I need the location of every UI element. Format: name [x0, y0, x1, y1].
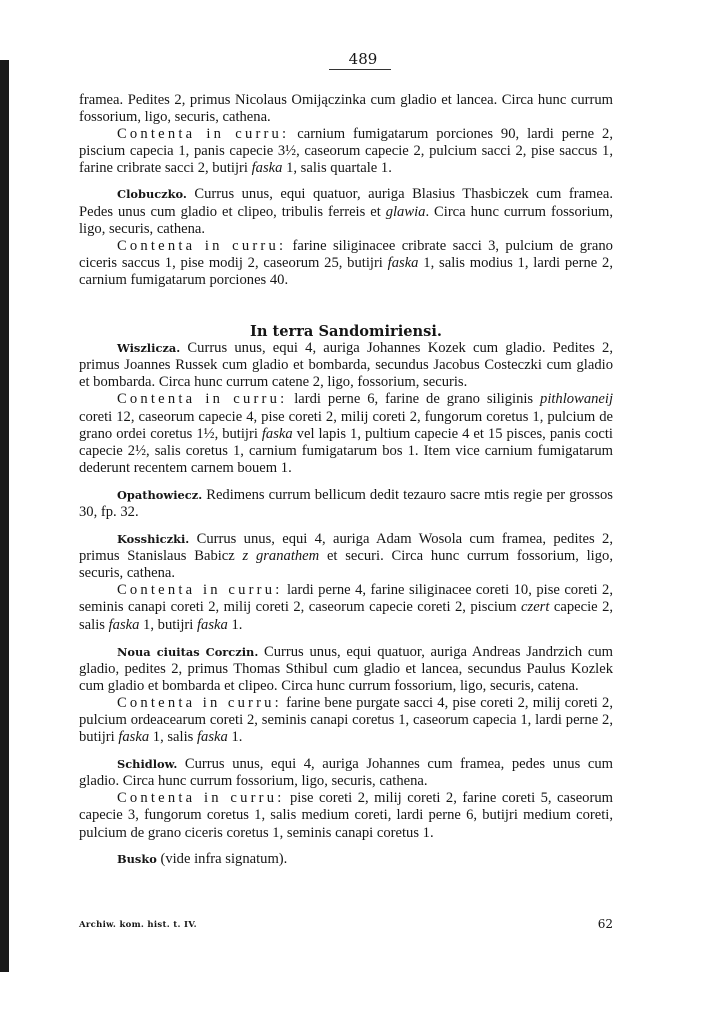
section-heading: In terra Sandomiriensi. [250, 323, 442, 341]
entry-noua-ciuitas-corczin: Noua ciuitas Corczin. Currus unus, equi quatuor, auriga Andreas Jandrzich cum gladio, pedites 2, primus Thomas Sthibul cum gladio et lancea, secundus Paulus Kozlek cum gladio et bombarda et clipeo. Circa hunc currum fossorium, ligo, securis, catena. [79, 643, 613, 694]
entry-opathowiecz: Opathowiecz. Redimens currum bellicum dedit tezauro sacre mtis regie per grossos 30, fp. 32. [79, 486, 613, 520]
entry-name: Wiszlicza. [117, 341, 181, 356]
footer-signature: Archiw. kom. hist. t. IV. [79, 920, 197, 930]
scan-edge-bar [0, 60, 9, 972]
entry-wiszlicza: Wiszlicza. Currus unus, equi 4, auriga Johannes Kozek cum gladio. Pedites 2, primus Joannes Russek cum gladio et bombarda, secundus Jacobus Costeczki cum gladio et bombarda. Circa hunc currum catene 2, ligo, fossorium, securis. [79, 340, 613, 391]
page-number: 489 [0, 50, 720, 70]
entry-busko: Busko (vide infra signatum). [117, 850, 288, 867]
contents-paragraph-wiszlicza: Contenta in curru: lardi perne 6, farine de grano siliginis pithlowaneij coreti 12, caseorum capecie 4, pise coreti 2, milij coreti 2, fungorum coretus 1, pulcium de grano ordei coretus 1½, butijri faska vel lapis 1, pultium capecie 4 et 15 pisces, panis cocti capecie 2½, salis coretus 1, carnium fumigatarum bos 1. Item vice carnium fumigatarum dederunt recentem carnem bouem 1. [79, 391, 613, 476]
contents-paragraph-clobuczko: Contenta in curru: farine siliginacee cribrate sacci 3, pulcium de grano ciceris saccus 1, pise modij 2, caseorum 25, butijri faska 1, salis modius 1, lardi perne 2, carnium fumigatarum porciones 40. [79, 237, 613, 288]
entry-kosshiczki: Kosshiczki. Currus unus, equi 4, auriga Adam Wosola cum framea, pedites 2, primus Stanislaus Babicz z granathem et securi. Circa hunc currum fossorium, ligo, securis, cathena. [79, 531, 613, 582]
entry-schidlow: Schidlow. Currus unus, equi 4, auriga Johannes cum framea, pedes unus cum gladio. Circa hunc currum fossorium, ligo, securis, cathena. [79, 756, 613, 790]
page-footer [79, 917, 613, 936]
contents-paragraph-corczin: Contenta in curru: farine bene purgate sacci 4, pise coreti 2, milij coreti 2, pulcium ordeacearum coreti 2, seminis canapi coretus 1, caseorum capecia 1, lardi perne 2, butijri faska 1, salis faska 1. [79, 694, 613, 746]
contents-paragraph-1: Contenta in curru: carnium fumigatarum porciones 90, lardi perne 2, piscium capecia 1, panis capecie 3½, caseorum capecie 2, pulcium sacci 2, pise saccus 1, farine cribrate sacci 2, butijri faska 1, salis quartale 1. [79, 126, 613, 177]
entry-name: Kosshiczki. [117, 532, 190, 547]
entry-name: Busko [117, 851, 157, 866]
paragraph-framea: framea. Pedites 2, primus Nicolaus Omijączinka cum gladio et lancea. Circa hunc currum fossorium, ligo, securis, cathena. [79, 92, 613, 126]
sheet-number: 62 [597, 917, 613, 931]
entry-name: Noua ciuitas Corczin. [117, 644, 259, 659]
entry-name: Opathowiecz. [117, 487, 203, 502]
document-body [79, 92, 613, 868]
entry-clobuczko: Clobuczko. Currus unus, equi quatuor, auriga Blasius Thasbiczek cum framea. Pedes unus cum gladio et clipeo, tribulis ferreis et glawia. Circa hunc currum fossorium, ligo, securis, cathena. [79, 186, 613, 237]
contents-paragraph-kosshiczki: Contenta in curru: lardi perne 4, farine siliginacee coreti 10, pise coreti 2, seminis canapi coreti 2, milij coreti 2, caseorum capecie coreti 2, piscium czert capecie 2, salis faska 1, butijri faska 1. [79, 582, 614, 633]
entry-name: Schidlow. [117, 757, 178, 772]
entry-name: Clobuczko. [117, 187, 187, 202]
contents-paragraph-schidlow: Contenta in curru: pise coreti 2, milij coreti 2, farine coreti 5, caseorum capecie 3, fungorum coretus 1, salis medium coreti, lardi perne 6, butijri medium coreti, pulcium de grano ciceris coretus 1, seminis canapi coretus 1. [79, 790, 613, 841]
